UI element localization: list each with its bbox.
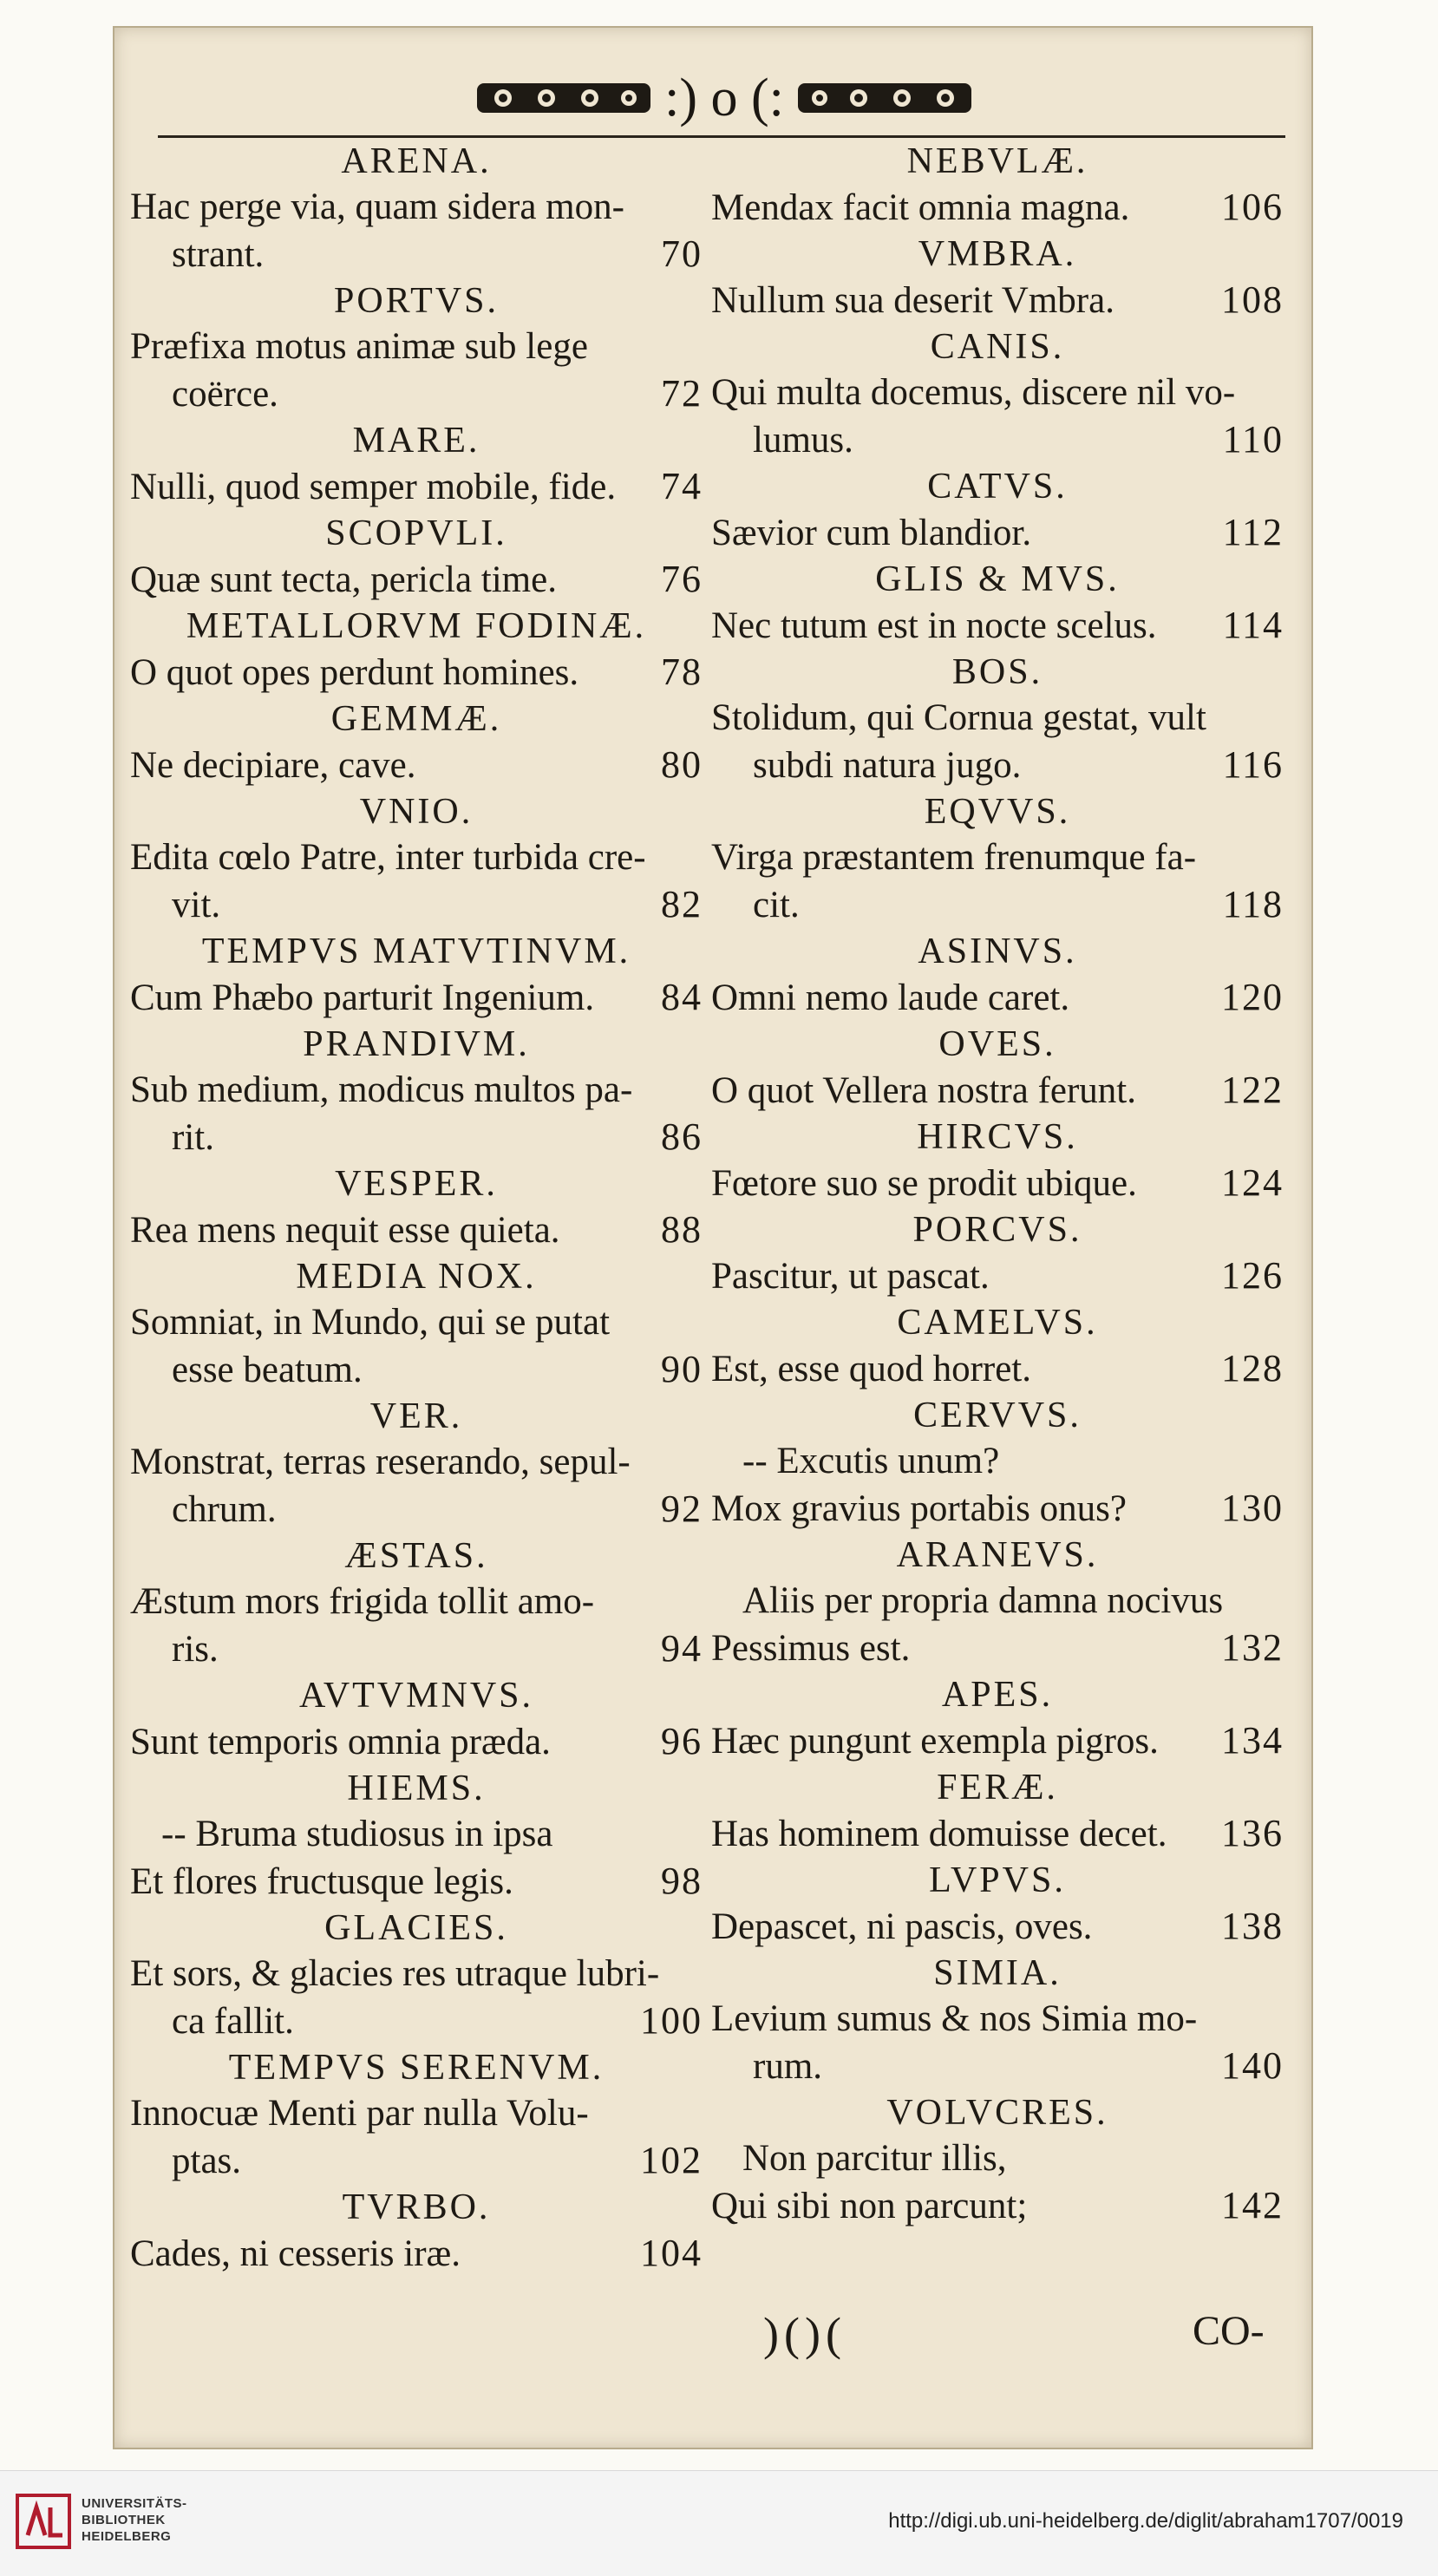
entry-line (130, 1951, 703, 1997)
entry-line (130, 1346, 703, 1394)
entry-line (130, 974, 703, 1022)
entry-line (130, 881, 703, 929)
index-entry (711, 1300, 1284, 1393)
entry-text: Has hominem domuisse decet. (711, 1814, 1167, 1854)
index-entry (711, 929, 1284, 1022)
entry-line (711, 184, 1284, 232)
left-column (130, 139, 703, 2278)
entry-text: strant. (172, 234, 265, 275)
entry-heading: MEDIA NOX. (296, 1257, 537, 1297)
entry-heading: BOS. (951, 652, 1043, 692)
entry-line (711, 1810, 1284, 1858)
entry-line (130, 1718, 703, 1766)
index-entry (130, 1906, 703, 2045)
index-entry (130, 2185, 703, 2278)
page-number: 138 (1221, 1905, 1284, 1947)
page-number: 78 (661, 651, 703, 693)
entry-line (711, 2182, 1284, 2230)
entry-line (711, 1717, 1284, 1765)
entry-line (130, 2230, 703, 2278)
index-entry (130, 1161, 703, 1254)
entry-text: Levium sumus & nos Simia mo- (711, 1998, 1198, 2039)
entry-text: subdi natura jugo. (753, 745, 1022, 786)
entry-heading: SIMIA. (933, 1953, 1062, 1993)
entry-text: Ne decipiare, cave. (130, 745, 416, 786)
header-rule (158, 135, 1285, 138)
entry-heading: PORTVS. (333, 281, 500, 321)
permalink-url[interactable]: http://digi.ub.uni-heidelberg.de/diglit/abraham1707/0019 (888, 2509, 1403, 2533)
entry-line (711, 369, 1284, 416)
index-entry (130, 418, 703, 511)
index-entry (130, 1394, 703, 1533)
entry-heading: CANIS. (930, 327, 1065, 367)
entry-line (130, 1206, 703, 1254)
index-entry (711, 1672, 1284, 1765)
page-number: 112 (1222, 511, 1284, 553)
entry-line (711, 881, 1284, 929)
entry-line (130, 231, 703, 278)
entry-line (711, 1345, 1284, 1393)
entry-heading: MARE. (352, 421, 480, 461)
entry-text: Æstum mors frigida tollit amo- (130, 1581, 595, 1622)
entry-line (711, 602, 1284, 650)
entry-text: Et sors, & glacies res utraque lubri- (130, 1953, 660, 1994)
entry-line (711, 695, 1284, 742)
page-number: 124 (1221, 1161, 1284, 1204)
entry-text: Somniat, in Mundo, qui se putat (130, 1302, 611, 1343)
page-number: 120 (1221, 976, 1284, 1018)
entry-heading: ARANEVS. (896, 1535, 1099, 1575)
page-number: 92 (661, 1487, 703, 1530)
entry-heading: VESPER. (335, 1164, 498, 1204)
entry-line (130, 834, 703, 881)
page-number: 110 (1222, 418, 1284, 461)
entry-text: Fœtore suo se prodit ubique. (711, 1163, 1137, 1204)
index-entry (711, 650, 1284, 789)
entry-text: Sub medium, modicus multos pa- (130, 1069, 633, 1110)
entry-line (130, 1858, 703, 1906)
catchword: CO- (1193, 2308, 1265, 2354)
page-number: 96 (661, 1720, 703, 1762)
entry-line (130, 556, 703, 604)
entry-text: Innocuæ Menti par nulla Volu- (130, 2093, 589, 2134)
entry-text: chrum. (172, 1489, 277, 1530)
entry-text: ptas. (172, 2141, 242, 2181)
entry-heading: GEMMÆ. (330, 699, 502, 739)
page-number: 136 (1221, 1812, 1284, 1854)
index-entry (711, 1858, 1284, 1951)
page-number: 114 (1222, 604, 1284, 646)
entry-line (130, 1997, 703, 2045)
entry-text: Aliis per propria damna nocivus (742, 1580, 1224, 1621)
library-bar (0, 2470, 1438, 2576)
entry-text: Pessimus est. (711, 1628, 911, 1669)
page-number: 116 (1222, 743, 1284, 786)
entry-text: ris. (172, 1629, 219, 1670)
entry-line (711, 1485, 1284, 1533)
entry-line (130, 1811, 703, 1858)
entry-heading: OVES. (938, 1024, 1056, 1064)
index-entry (130, 604, 703, 696)
entry-line (711, 277, 1284, 324)
entry-line (711, 1252, 1284, 1300)
entry-text: Mendax facit omnia magna. (711, 187, 1130, 228)
entry-line (711, 509, 1284, 557)
floral-ornament-right-icon (798, 76, 971, 120)
entry-text: O quot opes perdunt homines. (130, 652, 579, 693)
entry-heading: GLACIES. (324, 1908, 508, 1948)
entry-text: Hac perge via, quam sidera mon- (130, 186, 624, 227)
entry-line (130, 1067, 703, 1114)
entry-text: -- Bruma studiosus in ipsa (161, 1814, 553, 1854)
entry-text: Monstrat, terras reserando, sepul- (130, 1442, 631, 1482)
entry-text: Edita cœlo Patre, inter turbida cre- (130, 837, 646, 878)
entry-heading: TEMPVS MATVTINVM. (201, 932, 631, 971)
page-number: 74 (661, 465, 703, 507)
entry-line (711, 1903, 1284, 1951)
entry-heading: LVPVS. (929, 1860, 1066, 1900)
entry-text: esse beatum. (172, 1350, 363, 1390)
entry-text: Sævior cum blandior. (711, 513, 1032, 553)
index-entry (711, 1393, 1284, 1533)
entry-line (130, 463, 703, 511)
page-number: 130 (1221, 1487, 1284, 1529)
page-number: 102 (640, 2139, 703, 2181)
entry-text: Depascet, ni pascis, oves. (711, 1906, 1093, 1947)
entry-line (130, 184, 703, 231)
index-entry (711, 2090, 1284, 2230)
entry-line (711, 1160, 1284, 1207)
entry-line (130, 742, 703, 789)
page-number: 90 (661, 1348, 703, 1390)
page-number: 108 (1221, 278, 1284, 321)
page-number: 88 (661, 1208, 703, 1251)
entry-line (130, 1114, 703, 1161)
entry-text: Qui sibi non parcunt; (711, 2186, 1028, 2226)
entry-text: coërce. (172, 374, 278, 415)
page-number: 72 (661, 372, 703, 415)
entry-heading: ASINVS. (918, 932, 1077, 971)
entry-heading: SCOPVLI. (325, 513, 507, 553)
entry-text: rum. (753, 2046, 823, 2087)
page-number: 82 (661, 883, 703, 925)
entry-heading: NEBVLÆ. (906, 141, 1088, 181)
entry-text: Pascitur, ut pascat. (711, 1256, 990, 1297)
floral-ornament-left-icon (477, 76, 650, 120)
index-entry (711, 324, 1284, 464)
entry-text: ca fallit. (172, 2001, 294, 2042)
entry-heading: VER. (369, 1396, 463, 1436)
index-entry (130, 696, 703, 789)
university-library-logo-icon[interactable] (16, 2494, 71, 2549)
entry-text: cit. (753, 885, 800, 925)
entry-line (130, 649, 703, 696)
index-entry (130, 1673, 703, 1766)
page-number: 140 (1221, 2044, 1284, 2087)
index-entry (711, 1533, 1284, 1672)
entry-heading: EQVVS. (924, 792, 1071, 832)
entry-line (711, 1625, 1284, 1672)
library-name-line-3: HEIDELBERG (82, 2529, 172, 2544)
entry-text: Nec tutum est in nocte scelus. (711, 605, 1157, 646)
entry-text: Mox gravius portabis onus? (711, 1488, 1127, 1529)
entry-text: Virga præstantem frenumque fa- (711, 837, 1197, 878)
index-entry (711, 1207, 1284, 1300)
index-entry (711, 139, 1284, 232)
entry-heading: AVTVMNVS. (298, 1676, 534, 1716)
header-ornament (468, 59, 980, 137)
index-entry (130, 1533, 703, 1673)
entry-line (130, 1579, 703, 1625)
library-name-line-2: BIBLIOTHEK (82, 2513, 166, 2527)
index-entry (130, 511, 703, 604)
page-number: 118 (1222, 883, 1284, 925)
signature-marks: )()( (763, 2308, 846, 2360)
page-number: 84 (661, 976, 703, 1018)
right-column (711, 139, 1284, 2230)
entry-heading: VNIO. (359, 792, 474, 832)
entry-line (711, 1438, 1284, 1485)
entry-line (130, 370, 703, 418)
index-entry (130, 278, 703, 418)
page-number: 100 (640, 1999, 703, 2042)
entry-heading: CATVS. (927, 467, 1068, 507)
entry-heading: CERVVS. (913, 1396, 1082, 1435)
entry-heading: ÆSTAS. (344, 1536, 488, 1576)
entry-heading: TEMPVS SERENVM. (228, 2048, 605, 2088)
entry-line (130, 2137, 703, 2185)
page-number: 76 (661, 558, 703, 600)
entry-line (130, 1625, 703, 1673)
entry-text: Quæ sunt tecta, pericla time. (130, 559, 557, 600)
entry-text: rit. (172, 1117, 214, 1158)
page-number: 106 (1221, 186, 1284, 228)
entry-text: Hæc pungunt exempla pigros. (711, 1721, 1159, 1762)
entry-line (130, 1299, 703, 1346)
entry-line (711, 834, 1284, 881)
entry-text: Qui multa docemus, discere nil vo- (711, 372, 1236, 413)
page-number: 128 (1221, 1347, 1284, 1389)
index-entry (130, 1254, 703, 1394)
library-name-line-1: UNIVERSITÄTS- (82, 2496, 187, 2511)
index-entry (711, 557, 1284, 650)
index-entry (711, 1022, 1284, 1115)
entry-line (130, 1439, 703, 1486)
entry-line (711, 1996, 1284, 2043)
entry-text: vit. (172, 885, 221, 925)
entry-text: O quot Vellera nostra ferunt. (711, 1070, 1136, 1111)
entry-text: Omni nemo laude caret. (711, 977, 1070, 1018)
index-entry (711, 1115, 1284, 1207)
index-entry (711, 789, 1284, 929)
entry-text: Nulli, quod semper mobile, fide. (130, 467, 617, 507)
entry-text: Cades, ni cesseris iræ. (130, 2233, 461, 2274)
entry-heading: VOLVCRES. (886, 2093, 1108, 2133)
entry-line (711, 2043, 1284, 2090)
index-entry (130, 1766, 703, 1906)
entry-text: Nullum sua deserit Vmbra. (711, 280, 1114, 321)
page-number: 98 (661, 1860, 703, 1902)
entry-heading: PRANDIVM. (303, 1024, 530, 1064)
entry-line (711, 1578, 1284, 1625)
entry-text: -- Excutis unum? (742, 1441, 1000, 1481)
entry-line (130, 1486, 703, 1533)
entry-line (711, 2135, 1284, 2182)
entry-text: Sunt temporis omnia præda. (130, 1722, 551, 1762)
entry-heading: APES. (941, 1675, 1054, 1715)
entry-text: Præfixa motus animæ sub lege (130, 326, 588, 367)
entry-heading: HIEMS. (347, 1769, 486, 1808)
entry-line (711, 742, 1284, 789)
page-number: 86 (661, 1115, 703, 1158)
entry-heading: METALLORVM FODINÆ. (186, 606, 647, 646)
page-number: 80 (661, 743, 703, 786)
index-entry (711, 464, 1284, 557)
entry-heading: TVRBO. (342, 2187, 491, 2227)
entry-line (130, 324, 703, 370)
page-number: 134 (1221, 1719, 1284, 1762)
entry-text: Cum Phæbo parturit Ingenium. (130, 977, 595, 1018)
entry-text: Et flores fructusque legis. (130, 1861, 513, 1902)
header-ornament-text: :) o (: (664, 68, 784, 127)
entry-heading: VMBRA. (918, 234, 1077, 274)
page-number: 104 (640, 2232, 703, 2274)
index-entry (130, 1022, 703, 1161)
page-number: 126 (1221, 1254, 1284, 1297)
index-entry (130, 929, 703, 1022)
page-number: 142 (1221, 2184, 1284, 2226)
entry-text: Est, esse quod horret. (711, 1349, 1032, 1389)
entry-heading: PORCVS. (912, 1210, 1082, 1250)
entry-heading: ARENA. (341, 141, 492, 181)
entry-text: Rea mens nequit esse quieta. (130, 1210, 560, 1251)
entry-heading: HIRCVS. (917, 1117, 1078, 1157)
entry-heading: FERÆ. (937, 1768, 1058, 1808)
index-entry (130, 139, 703, 278)
index-entry (711, 1765, 1284, 1858)
entry-line (711, 1067, 1284, 1115)
index-entry (711, 232, 1284, 324)
page-number: 122 (1221, 1069, 1284, 1111)
entry-text: lumus. (753, 420, 853, 461)
page-number: 70 (661, 232, 703, 275)
entry-heading: GLIS & MVS. (875, 559, 1120, 599)
entry-line (711, 974, 1284, 1022)
entry-text: Stolidum, qui Cornua gestat, vult (711, 697, 1206, 738)
entry-line (711, 416, 1284, 464)
index-entry (711, 1951, 1284, 2090)
index-entry (130, 2045, 703, 2185)
library-name (82, 2495, 187, 2545)
page-number: 94 (661, 1627, 703, 1670)
index-entry (130, 789, 703, 929)
entry-line (130, 2090, 703, 2137)
page-number: 132 (1221, 1626, 1284, 1669)
entry-heading: CAMELVS. (897, 1303, 1098, 1343)
entry-text: Non parcitur illis, (742, 2138, 1007, 2179)
